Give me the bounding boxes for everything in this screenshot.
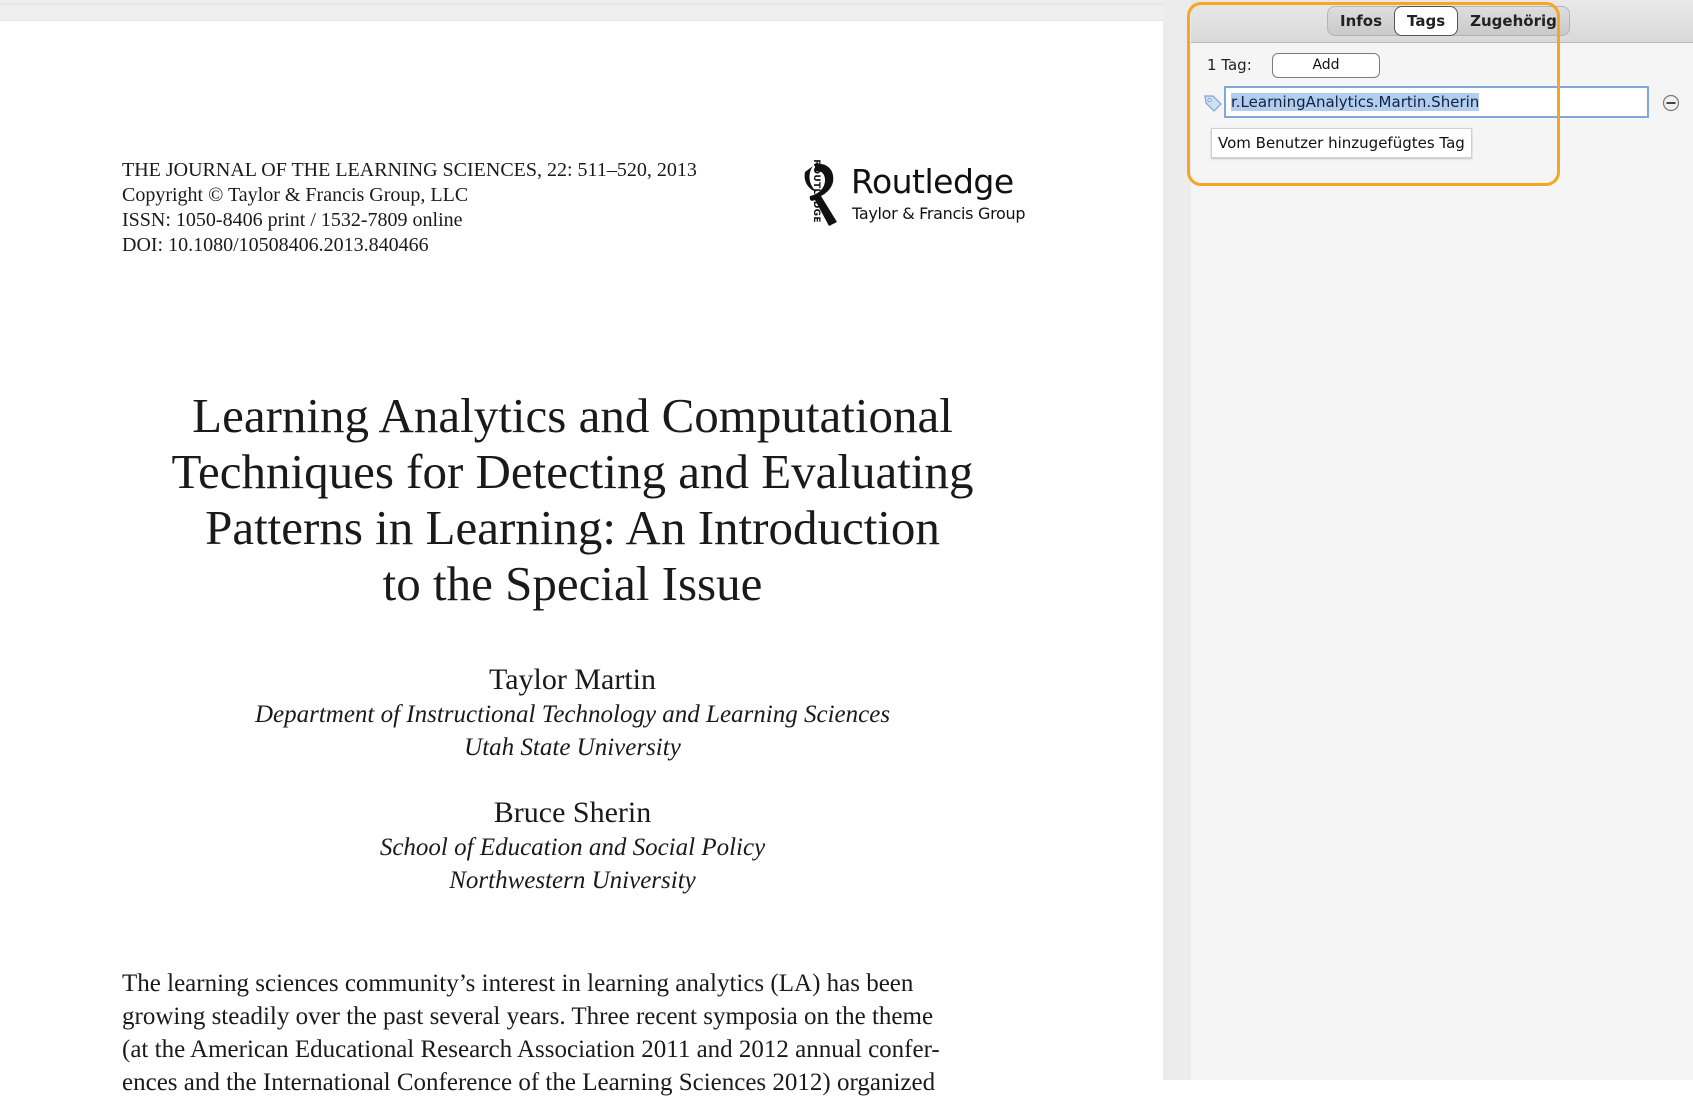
- author-university: Utah State University: [464, 734, 681, 761]
- author-name: Taylor Martin: [488, 663, 657, 696]
- tag-tooltip: Vom Benutzer hinzugefügtes Tag: [1211, 128, 1472, 158]
- article-body: [122, 967, 1022, 1099]
- title-line: Learning Analytics and Computational: [192, 388, 953, 443]
- author-block: [130, 795, 1015, 897]
- tag-icon: [1203, 93, 1223, 113]
- tag-input-selected-text: r.LearningAnalytics.Martin.Sherin: [1231, 93, 1480, 111]
- article-title: [130, 388, 1015, 612]
- title-line: Techniques for Detecting and Evaluating: [171, 444, 974, 499]
- tab-infos[interactable]: Infos: [1340, 12, 1383, 30]
- title-line: Patterns in Learning: An Introduction: [205, 500, 940, 555]
- tag-count-label: 1 Tag:: [1207, 56, 1252, 74]
- page-divider: [0, 3, 1163, 5]
- inspector-tab-control: [1327, 6, 1570, 36]
- inspector-toolbar: [1191, 0, 1693, 43]
- doi-line: DOI: 10.1080/10508406.2013.840466: [122, 234, 429, 256]
- author-name: Bruce Sherin: [493, 796, 652, 829]
- body-line: (at the American Educational Research Association 2011 and 2012 annual confer-: [122, 1036, 940, 1063]
- logo-subline: Taylor & Francis Group: [852, 204, 1026, 223]
- copyright-line: Copyright © Taylor & Francis Group, LLC: [122, 184, 469, 206]
- author-block: [130, 662, 1015, 764]
- tab-tags[interactable]: Tags: [1394, 6, 1458, 36]
- tab-zugehoerig[interactable]: Zugehörig: [1470, 12, 1557, 30]
- routledge-logo: [793, 160, 1033, 230]
- logo-vertical-text: ROUTLEDGE: [810, 159, 821, 223]
- issn-line: ISSN: 1050-8406 print / 1532-7809 online: [122, 209, 463, 231]
- author-affiliation: Department of Instructional Technology and Learning Sciences: [254, 701, 891, 728]
- author-university: Northwestern University: [449, 867, 696, 894]
- body-line: The learning sciences community’s interest in learning analytics (LA) has been: [122, 970, 914, 997]
- author-affiliation: School of Education and Social Policy: [379, 834, 766, 861]
- tag-input-field[interactable]: [1224, 86, 1649, 118]
- journal-info: [122, 158, 782, 258]
- split-view-divider[interactable]: [1163, 0, 1192, 1080]
- inspector-panel: [1191, 0, 1693, 1080]
- journal-line: THE JOURNAL OF THE LEARNING SCIENCES, 22: 511–520, 2013: [122, 159, 697, 181]
- add-tag-button[interactable]: Add: [1272, 53, 1380, 78]
- body-line: ences and the International Conference of the Learning Sciences 2012) organized: [122, 1069, 936, 1096]
- body-line: growing steadily over the past several years. Three recent symposia on the theme: [122, 1003, 934, 1030]
- logo-wordmark: Routledge: [851, 162, 1014, 201]
- pdf-page-top-edge: [0, 0, 1163, 21]
- minus-circle-icon[interactable]: [1662, 94, 1680, 112]
- title-line: to the Special Issue: [382, 556, 763, 611]
